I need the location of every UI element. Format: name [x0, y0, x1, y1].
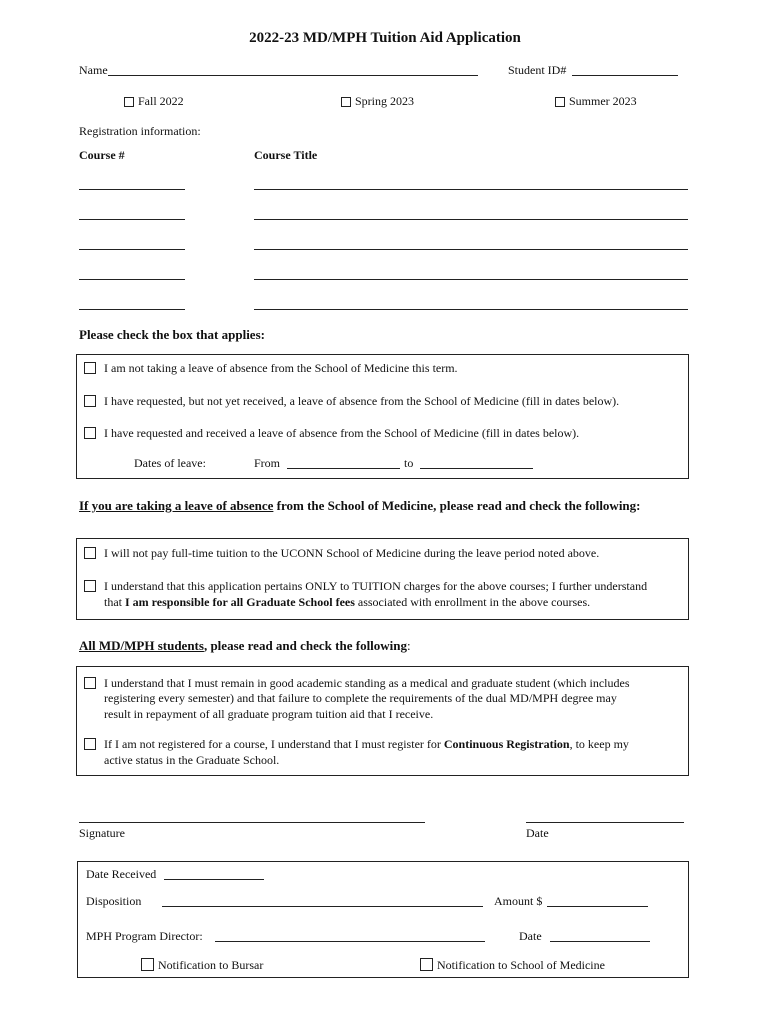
course-title-field[interactable] — [254, 279, 688, 280]
checkbox-icon[interactable] — [341, 97, 351, 107]
checkbox-icon[interactable] — [84, 547, 96, 559]
director-date-label: Date — [519, 929, 542, 943]
check-box-heading: Please check the box that applies: — [79, 327, 265, 342]
term-summer[interactable]: Summer 2023 — [555, 94, 637, 109]
date-received-label: Date Received — [86, 867, 157, 881]
checkbox-icon[interactable] — [84, 677, 96, 689]
course-title-field[interactable] — [254, 249, 688, 250]
course-number-field[interactable] — [79, 279, 185, 280]
term-fall[interactable]: Fall 2022 — [124, 94, 184, 109]
to-label: to — [404, 456, 414, 470]
leave-section-heading: If you are taking a leave of absence from the School of Medicine, please read and check the following: — [79, 498, 641, 513]
checkbox-icon[interactable] — [84, 395, 96, 407]
director-field[interactable] — [215, 941, 485, 942]
checkbox-icon[interactable] — [84, 738, 96, 750]
registration-label: Registration information: — [79, 124, 201, 138]
student-id-label: Student ID# — [508, 63, 567, 77]
notify-bursar[interactable]: Notification to Bursar — [141, 958, 263, 973]
notify-school-of-medicine[interactable]: Notification to School of Medicine — [420, 958, 605, 973]
ack-academic-standing-line2: registering every semester) and that failure to complete the requirements of the dual MD/MPH degree may — [104, 691, 617, 705]
signature-field[interactable] — [79, 822, 425, 823]
name-field[interactable] — [108, 75, 478, 76]
course-number-field[interactable] — [79, 249, 185, 250]
ack-academic-standing-line3: result in repayment of all graduate program tuition aid that I receive. — [104, 707, 434, 721]
checkbox-icon[interactable] — [84, 580, 96, 592]
course-title-field[interactable] — [254, 219, 688, 220]
course-number-field[interactable] — [79, 189, 185, 190]
course-number-header: Course # — [79, 148, 125, 162]
name-label: Name — [79, 63, 108, 77]
amount-label: Amount $ — [494, 894, 543, 908]
director-label: MPH Program Director: — [86, 929, 203, 943]
disposition-label: Disposition — [86, 894, 142, 908]
course-title-field[interactable] — [254, 309, 688, 310]
date-received-field[interactable] — [164, 879, 264, 880]
disposition-field[interactable] — [162, 906, 483, 907]
term-spring[interactable]: Spring 2023 — [341, 94, 414, 109]
tuition-aid-form: 2022-23 MD/MPH Tuition Aid Application Name Student ID# Fall 2022 Spring 2023 Summer 2023 Registration information: Course # Course Title Please check the box that applies: I am not taking a leave of absence from the School of Medicine this term. I have requested, but not yet received, a leave of absence from the School of Medicine (fill in dates below). I have requested and received a leave of absence from the School of Medicine (fill in dates below). Dates of leave: From to If you are taking a leave of absence from the School of Medicine, please read and check the following: I will not pay full-time tuition to the UCONN School of Medicine during the leave period noted above. I understand that this application pertains ONLY to TUITION charges for the above courses; I further understand that I am responsible for all Graduate School fees associated with enrollment in the above courses. All MD/MPH students, please read and check the following: I understand that I must remain in good academic standing as a medical and graduate student (which includes registering every semester) and that failure to complete the requirements of the dual MD/MPH degree may result in repayment of all graduate program tuition aid that I receive. If I am not registered for a course, I understand that I must register for Continuous Registration, to keep my active status in the Graduate School. Signature Date Date Received Disposition Amount $ MPH Program Director: Date Notification to Bursar Notification to School of Medicine — [0, 0, 770, 1024]
leave-ack-fees-line2: that I am responsible for all Graduate School fees associated with enrollment in the above courses. — [104, 595, 591, 609]
checkbox-icon[interactable] — [555, 97, 565, 107]
director-date-field[interactable] — [550, 941, 650, 942]
course-title-header: Course Title — [254, 148, 318, 162]
from-label: From — [254, 456, 281, 470]
course-number-field[interactable] — [79, 219, 185, 220]
signature-date-field[interactable] — [526, 822, 684, 823]
form-title: 2022-23 MD/MPH Tuition Aid Application — [249, 30, 521, 46]
checkbox-icon[interactable] — [84, 362, 96, 374]
checkbox-icon[interactable] — [84, 427, 96, 439]
checkbox-icon[interactable] — [420, 958, 433, 971]
amount-field[interactable] — [547, 906, 648, 907]
signature-label: Signature — [79, 826, 125, 840]
checkbox-icon[interactable] — [124, 97, 134, 107]
dates-of-leave-label: Dates of leave: — [134, 456, 206, 470]
ack-continuous-registration-line2: active status in the Graduate School. — [104, 753, 280, 767]
checkbox-icon[interactable] — [141, 958, 154, 971]
all-students-heading: All MD/MPH students, please read and check the following: — [79, 638, 411, 653]
student-id-field[interactable] — [572, 75, 678, 76]
course-title-field[interactable] — [254, 189, 688, 190]
leave-to-field[interactable] — [420, 468, 533, 469]
signature-date-label: Date — [526, 826, 549, 840]
leave-from-field[interactable] — [287, 468, 400, 469]
course-number-field[interactable] — [79, 309, 185, 310]
